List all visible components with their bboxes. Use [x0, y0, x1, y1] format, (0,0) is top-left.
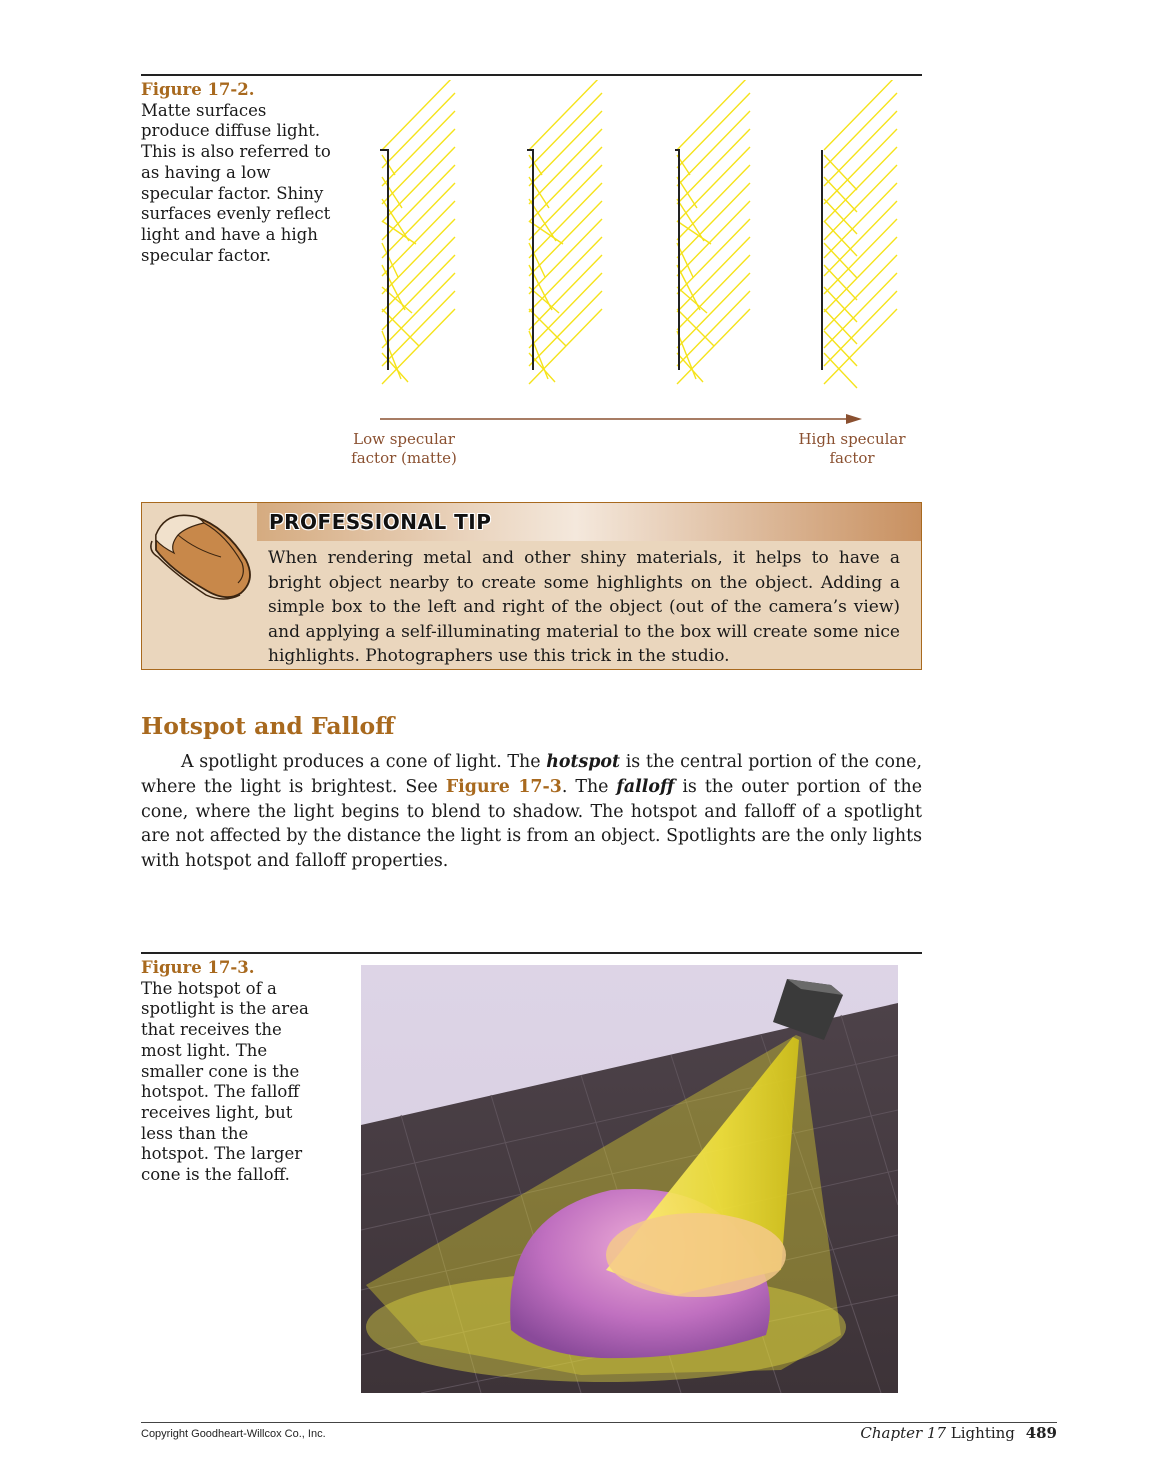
incident-ray: [382, 273, 455, 348]
figure-17-3-top-rule: [141, 952, 922, 954]
reflected-ray: [824, 353, 857, 388]
figure-17-3-caption: [141, 958, 321, 1186]
figure-17-2-top-rule: [141, 74, 922, 76]
spotlight-render: [361, 965, 898, 1393]
incident-ray: [824, 255, 897, 330]
incident-ray: [824, 273, 897, 348]
footer-rule: [141, 1422, 1057, 1423]
low-specular-label: Low specular factor (matte): [351, 430, 457, 467]
chapter-title: Lighting: [950, 1424, 1015, 1442]
surface-profile: [675, 150, 679, 370]
incident-ray: [824, 201, 897, 276]
incident-ray: [529, 111, 602, 186]
incident-ray: [677, 219, 750, 294]
incident-ray: [824, 291, 897, 366]
professional-tip-box: [141, 502, 922, 670]
section-heading: Hotspot and Falloff: [141, 712, 395, 740]
page-info: [860, 1424, 1057, 1442]
figure-17-3-caption-text: The hotspot of a spotlight is the area that receives the most light. The smaller cone is the hotspot. The falloff receives light, but less than the hotspot. The larger cone is the falloff.: [141, 978, 309, 1185]
incident-ray: [529, 291, 602, 366]
paragraph-text: A spotlight produces a cone of light. The: [181, 752, 547, 772]
paragraph-text: is the central portion of the cone, where the light is brightest. See: [141, 752, 922, 797]
incident-ray: [529, 147, 602, 222]
reflected-ray: [824, 155, 857, 190]
term-falloff: falloff: [616, 776, 675, 797]
reflected-ray: [677, 287, 707, 313]
figure-17-3-number: Figure 17-3.: [141, 958, 255, 977]
incident-ray: [824, 111, 897, 186]
reflected-ray: [824, 243, 857, 278]
high-specular-label: High specular factor: [798, 430, 906, 467]
reflected-ray: [382, 199, 409, 241]
incident-ray: [677, 291, 750, 366]
reflected-ray: [824, 309, 857, 344]
professional-tip-title: PROFESSIONAL TIP: [269, 510, 492, 534]
incident-ray: [529, 237, 602, 312]
reflected-ray: [824, 177, 857, 212]
reflected-ray: [677, 353, 703, 382]
incident-ray: [824, 93, 897, 168]
surfaces: [380, 150, 822, 370]
specular-scale-arrow: [380, 414, 862, 424]
light-rays: [382, 80, 897, 388]
reflected-ray: [677, 309, 714, 346]
incident-ray: [824, 165, 897, 240]
reflected-ray: [529, 243, 545, 277]
professional-tip-header: [257, 503, 921, 541]
incident-ray: [824, 219, 897, 294]
chapter-label: Chapter 17: [860, 1424, 947, 1442]
paragraph-text: is the outer portion of the cone, where the light begins to blend to shadow. The hotspot and falloff of a spotlight are not affected by the distance the light is from an object. Spotlights are the only lights with hotspot and falloff properties.: [141, 776, 922, 872]
incident-ray: [824, 237, 897, 312]
reflected-ray: [382, 353, 408, 382]
paragraph-text: . The: [561, 776, 617, 797]
incident-ray: [382, 93, 455, 168]
incident-ray: [677, 237, 750, 312]
figure-17-2-caption-text: Matte surfaces produce diffuse light. This is also referred to as having a low specular factor. Shiny surfaces evenly reflect light and have a high specular factor.: [141, 100, 331, 265]
figure-reference-link[interactable]: Figure 17-3: [445, 776, 562, 797]
figure-17-2-caption: [141, 80, 331, 266]
mouse-icon: [146, 505, 258, 605]
incident-ray: [677, 111, 750, 186]
incident-ray: [824, 183, 897, 258]
incident-ray: [382, 237, 455, 312]
incident-ray: [382, 111, 455, 186]
incident-ray: [677, 273, 750, 348]
reflected-ray: [382, 287, 412, 313]
figure-17-2-number: Figure 17-2.: [141, 80, 255, 99]
section-paragraph: [141, 750, 922, 874]
reflected-ray: [529, 309, 566, 346]
page-number: 489: [1025, 1424, 1057, 1442]
incident-ray: [529, 219, 602, 294]
copyright-notice: Copyright Goodheart-Willcox Co., Inc.: [141, 1428, 326, 1440]
incident-ray: [529, 273, 602, 348]
term-hotspot: hotspot: [546, 752, 621, 772]
reflected-ray: [824, 221, 857, 256]
reflected-ray: [382, 243, 398, 277]
incident-ray: [677, 93, 750, 168]
professional-tip-body: When rendering metal and other shiny materials, it helps to have a bright object nearby to create some highlights on the object. Adding a simple box to the left and right of the object (out of the camera’s view) and applying a self-illuminating material to the box will create some nice highlights. Photographers use this trick in the studio.: [268, 548, 900, 667]
incident-ray: [382, 219, 455, 294]
specular-reflection-diagram: [330, 80, 920, 425]
reflected-ray: [824, 287, 857, 322]
surface-profile: [527, 150, 533, 370]
incident-ray: [529, 93, 602, 168]
incident-ray: [382, 147, 455, 222]
reflected-ray: [677, 199, 704, 241]
incident-ray: [382, 291, 455, 366]
hotspot-area: [606, 1213, 786, 1297]
incident-ray: [677, 147, 750, 222]
